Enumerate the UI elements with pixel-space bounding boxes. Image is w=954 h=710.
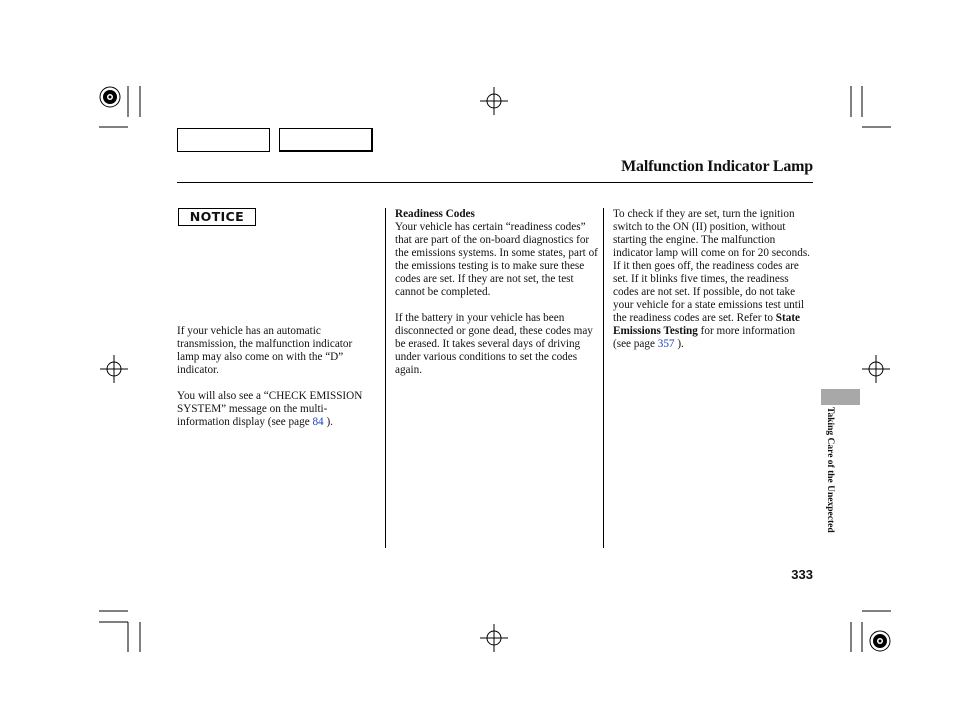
nav-box-index[interactable] (279, 128, 373, 152)
column-2 (395, 208, 600, 390)
col1-paragraph-1: If your vehicle has an automatic transmission, the malfunction indicator lamp may also come on with the “D” indicator. (177, 325, 353, 376)
page-number: 333 (791, 567, 813, 582)
page-title: Malfunction Indicator Lamp (621, 158, 813, 175)
notice-badge (178, 208, 256, 226)
col3-text: To check if they are set, turn the ignition switch to the ON (II) position, without starting the engine. The malfunction indicator lamp will come on for 20 seconds. If it then goes off, the readiness codes are set. If it blinks five times, the readiness codes are not set. If possible, do not take your vehicle for a state emissions test until the readiness codes are set. Refer to (613, 208, 810, 324)
section-tab-label: Taking Care of the Unexpected (825, 407, 835, 533)
col3-text-mid: for more information (see page (613, 325, 796, 350)
column-divider (385, 208, 386, 548)
col1-text-end: ). (323, 416, 333, 428)
column-divider (603, 208, 604, 548)
column-3 (613, 208, 813, 364)
col1-paragraph-2 (177, 390, 369, 429)
col3-text-end: ). (674, 338, 684, 350)
registration-target-icon (100, 87, 120, 107)
col2-paragraph-1: Your vehicle has certain “readiness codes” that are part of the on-board diagnostics for the emissions systems. In some states, part of the emissions testing is to make sure these codes are set. If they are not set, the test cannot be completed. (395, 221, 598, 298)
nav-box-contents[interactable] (177, 128, 270, 152)
registration-target-icon (870, 631, 890, 651)
col2-paragraph-2: If the battery in your vehicle has been disconnected or gone dead, these codes may be erased. It takes several days of driving under various conditions to set the codes again. (395, 312, 593, 376)
col3-paragraph (613, 208, 813, 351)
page-357-link[interactable]: 357 (657, 338, 675, 350)
state-emissions-testing-ref: State Emissions Testing (613, 312, 801, 337)
notice-label: NOTICE (189, 210, 245, 224)
page-84-link[interactable]: 84 (312, 416, 324, 428)
column-1 (177, 325, 369, 442)
col1-text: You will also see a “CHECK EMISSION SYSTEM” message on the multi-information display (see page (177, 390, 363, 428)
section-tab[interactable] (821, 389, 860, 405)
title-rule (177, 182, 813, 183)
readiness-codes-heading: Readiness Codes (395, 208, 475, 220)
